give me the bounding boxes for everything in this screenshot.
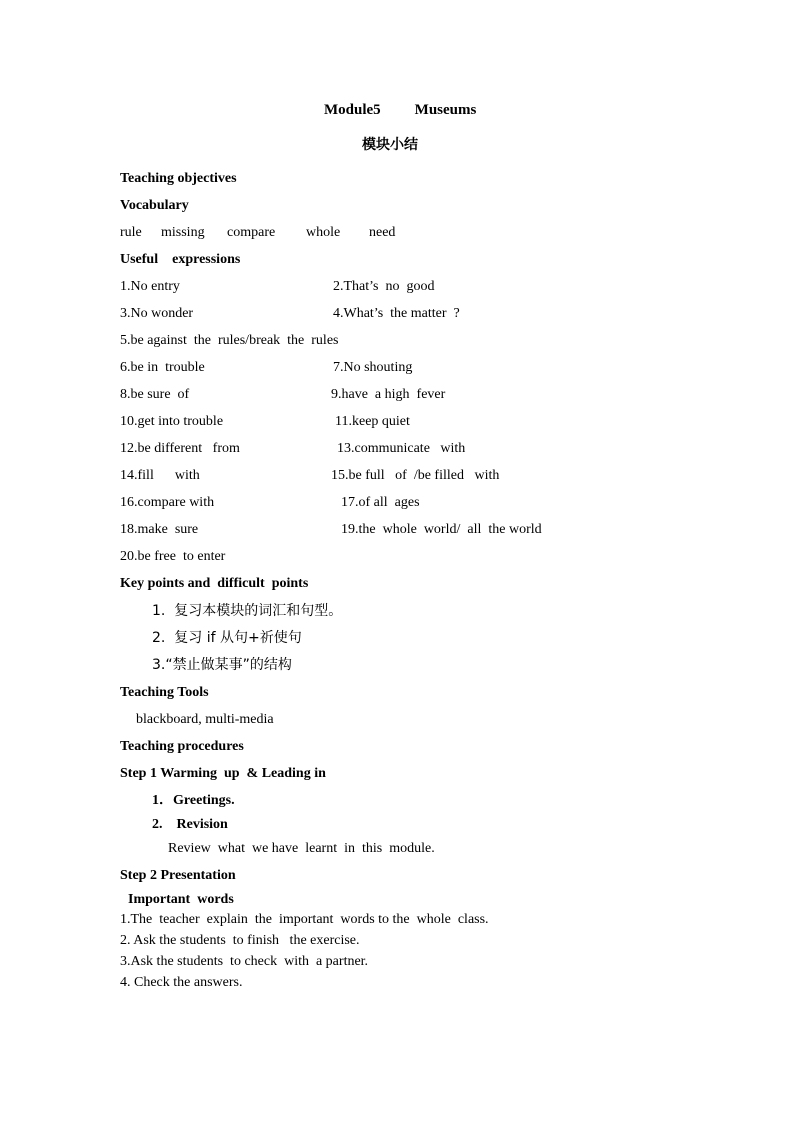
expression-item: 10.get into trouble: [120, 414, 224, 429]
vocabulary-heading: Vocabulary: [120, 198, 189, 213]
vocab-word: whole: [306, 225, 341, 240]
objectives-heading: Teaching objectives: [120, 171, 237, 186]
step1-item: 1．Greetings.: [152, 793, 235, 808]
step2-item: 3.Ask the students to check with a partner.: [120, 954, 369, 969]
step2-heading: Step 2 Presentation: [120, 868, 236, 883]
expression-item: 19.the whole world/ all the world: [341, 522, 542, 537]
key-point-item: 2. 复习 if 从句+祈使句: [152, 630, 302, 646]
step2-item: 2. Ask the students to finish the exercise.: [120, 933, 360, 948]
vocab-word: missing: [161, 225, 205, 240]
key-point-item: 3.“禁止做某事”的结构: [152, 657, 292, 673]
step2-item: 1.The teacher explain the important words to the whole class.: [120, 912, 489, 927]
vocab-word: rule: [120, 225, 142, 240]
expression-item: 5.be against the rules/break the rules: [120, 333, 339, 348]
expression-item: 20.be free to enter: [120, 549, 226, 564]
expression-item: 7.No shouting: [333, 360, 413, 375]
vocab-word: need: [369, 225, 396, 240]
expression-item: 15.be full of /be filled with: [331, 468, 500, 483]
expression-item: 4.What’s the matter ?: [333, 306, 460, 321]
procedures-heading: Teaching procedures: [120, 739, 244, 754]
step1-heading: Step 1 Warming up & Leading in: [120, 766, 326, 781]
expression-item: 2.That’s no good: [333, 279, 435, 294]
step1-note: Review what we have learnt in this module.: [168, 841, 435, 856]
expression-item: 13.communicate with: [337, 441, 466, 456]
expression-item: 12.be different from: [120, 441, 240, 456]
expression-item: 11.keep quiet: [335, 414, 410, 429]
expression-item: 16.compare with: [120, 495, 215, 510]
key-points-heading: Key points and difficult points: [120, 576, 309, 591]
key-point-item: 1. 复习本模块的词汇和句型。: [152, 603, 343, 619]
teaching-tools-text: blackboard, multi-media: [136, 712, 274, 727]
expression-item: 8.be sure of: [120, 387, 190, 402]
expression-item: 18.make sure: [120, 522, 199, 537]
module-topic: Museums: [414, 102, 477, 118]
step1-item: 2. Revision: [152, 817, 228, 832]
expression-item: 9.have a high fever: [331, 387, 446, 402]
expression-item: 14.fill with: [120, 468, 200, 483]
expression-item: 3.No wonder: [120, 306, 194, 321]
expression-item: 17.of all ages: [341, 495, 420, 510]
useful-expressions-heading: Useful expressions: [120, 252, 241, 267]
page-subtitle: 模块小结: [362, 137, 418, 153]
module-title: [324, 101, 476, 119]
step2-item: 4. Check the answers.: [120, 975, 243, 990]
vocab-word: compare: [227, 225, 276, 240]
teaching-tools-heading: Teaching Tools: [120, 685, 209, 700]
expression-item: 6.be in trouble: [120, 360, 205, 375]
expression-item: 1.No entry: [120, 279, 180, 294]
step2-subheading: Important words: [128, 892, 234, 907]
module-number: Module5: [324, 102, 381, 118]
